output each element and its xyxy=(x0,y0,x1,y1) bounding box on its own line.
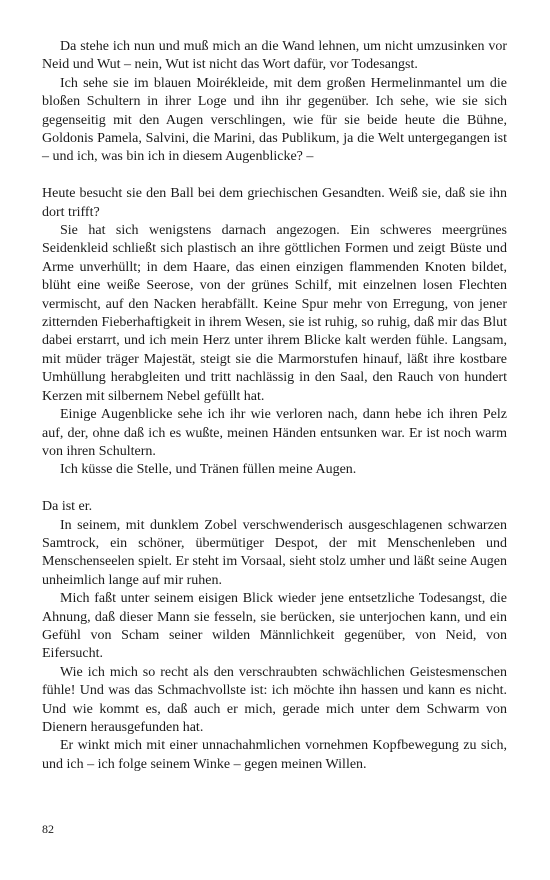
paragraph: Sie hat sich wenigstens darnach angezogen. Ein schweres meergrünes Seidenkleid schließt sich plastisch an ihre göttlichen Formen und zeigt Büste und Arme unverhüllt; in dem Haare, das einen einzigen flammenden Knoten bildet, blüht eine weiße Seerose, von der grünes Schilf, mit einzelnen losen Flechten vermischt, auf den Nacken herabfällt. Keine Spur mehr von Erregung, von jener zitternden Fieberhaftigkeit in ihrem Wesen, sie ist ruhig, so ruhig, daß mir das Blut dabei erstarrt, und ich mein Herz unter ihrem Blicke kalt werden fühle. Langsam, mit müder träger Majestät, steigt sie die Marmorstufen hinauf, läßt ihre kostbare Umhüllung herabgleiten und tritt nachlässig in den Saal, den Rauch von hundert Kerzen mit silbernem Nebel gefüllt hat. xyxy=(42,223,507,404)
paragraph: Er winkt mich mit einer unnachahmlichen vornehmen Kopfbewegung zu sich, und ich – ich folge seinem Winke – gegen meinen Willen. xyxy=(42,738,507,772)
paragraph: Da ist er. xyxy=(42,499,93,515)
paragraph: Ich sehe sie im blauen Moirékleide, mit dem großen Hermelinmantel um die bloßen Schultern in ihrer Loge und ihn ihr gegenüber. Ich sehe, wie sie sich gegenseitig mit den Augen verschlingen, wie für sie beide heute die Bühne, Goldonis Pamela, Salvini, die Marini, das Publikum, ja die Welt untergegangen ist – und ich, was bin ich in diesem Augenblicke? – xyxy=(42,75,507,165)
paragraph: Einige Augenblicke sehe ich ihr wie verloren nach, dann hebe ich ihren Pelz auf, der, ohne daß ich es wußte, meinen Händen entsunken war. Er ist noch warm von ihren Schultern. xyxy=(42,407,507,459)
text-block xyxy=(42,38,507,774)
paragraph: Ich küsse die Stelle, und Tränen füllen meine Augen. xyxy=(60,462,357,478)
paragraph: Da stehe ich nun und muß mich an die Wand lehnen, um nicht umzusinken vor Neid und Wut – nein, Wut ist nicht das Wort dafür, vor Todesangst. xyxy=(42,39,507,73)
page-number: 82 xyxy=(42,822,54,836)
paragraph: Mich faßt unter seinem eisigen Blick wieder jene entsetzliche Todesangst, die Ahnung, daß dieser Mann sie fesseln, sie berücken, sie unterjochen kann, und ein Gefühl von Scham seiner wilden Männlichkeit gegenüber, von Neid, von Eifersucht. xyxy=(42,591,507,662)
paragraph: Heute besucht sie den Ball bei dem griechischen Gesandten. Weiß sie, daß sie ihn dort trifft? xyxy=(42,186,507,220)
paragraph: In seinem, mit dunklem Zobel verschwenderisch ausgeschlagenen schwarzen Samtrock, ein schöner, übermütiger Despot, der mit Menschenleben und Menschenseelen spielt. Er steht im Vorsaal, sieht stolz umher und läßt seine Augen unheimlich lange auf mir ruhen. xyxy=(42,517,507,588)
paragraph: Wie ich mich so recht als den verschraubten schwächlichen Geistesmenschen fühle! Und was das Schmachvollste ist: ich möchte ihn hassen und kann es nicht. Und wie kommt es, daß auch er mich, gerade mich unter dem Schwarm von Dienern herausgefunden hat. xyxy=(42,664,507,735)
